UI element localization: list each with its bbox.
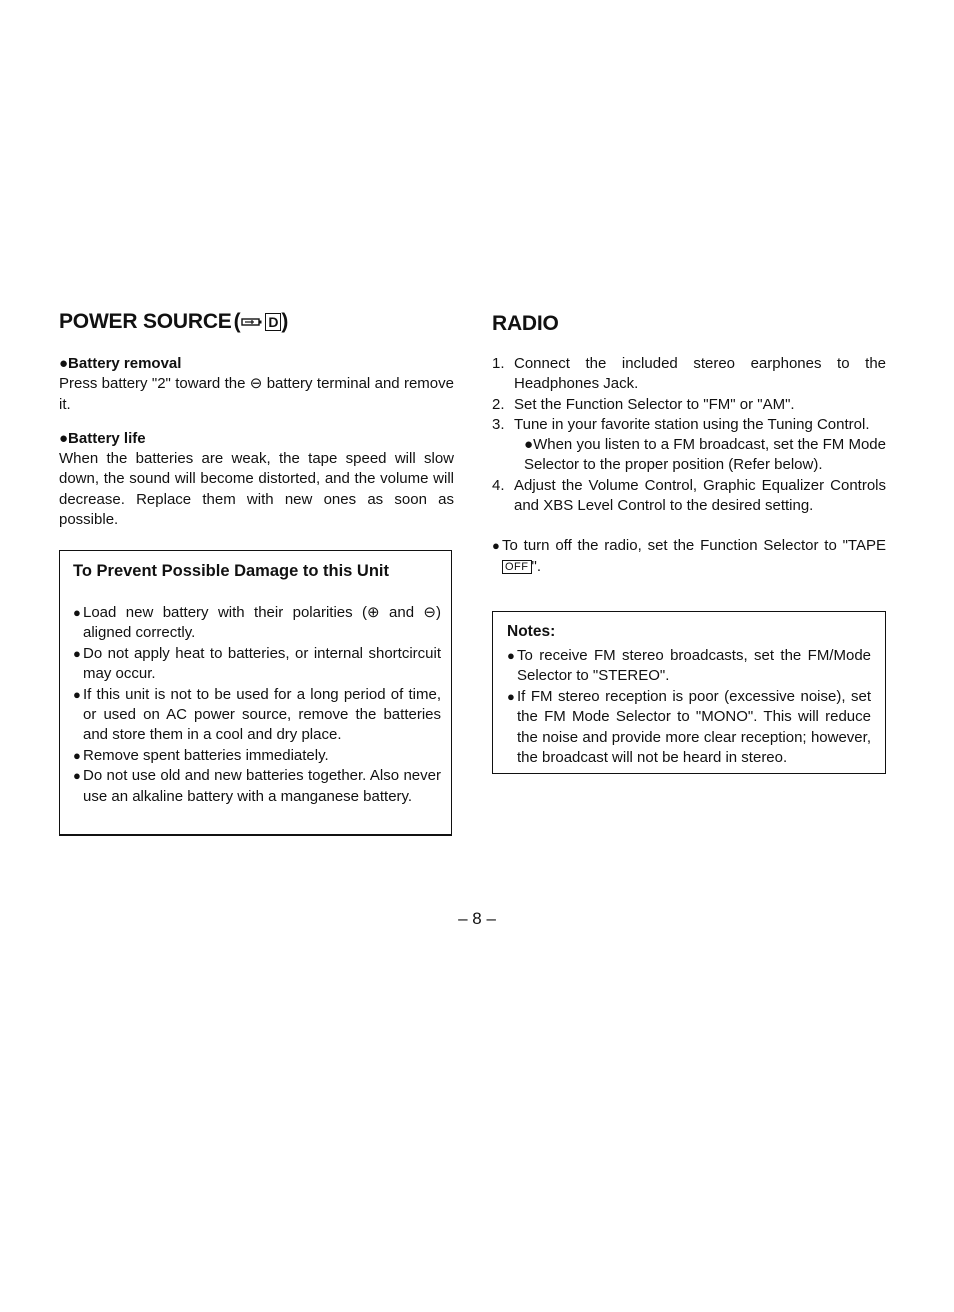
list-item-text: Do not apply heat to batteries, or internal shortcircuit may occur. — [83, 644, 441, 683]
notes-box — [492, 611, 886, 774]
power-source-title — [59, 306, 454, 338]
bullet-icon: ● — [73, 605, 81, 620]
list-item — [73, 766, 441, 807]
power-source-section — [59, 306, 454, 530]
damage-warning-title: To Prevent Possible Damage to this Unit — [73, 562, 390, 580]
radio-section — [492, 306, 886, 577]
bullet-icon: ● — [492, 538, 500, 554]
list-item — [73, 644, 441, 685]
damage-warning-box — [59, 550, 452, 836]
list-item — [73, 603, 441, 644]
step-number: 3. — [492, 415, 505, 433]
list-item — [73, 746, 441, 766]
page-number: – 8 – — [458, 909, 496, 928]
list-item-text: Load new battery with their polarities (⊕ and ⊖) aligned correctly. — [83, 604, 441, 642]
turn-off-instruction — [492, 536, 886, 577]
boxed-d-label: D — [265, 313, 281, 331]
list-item — [507, 687, 871, 769]
step-number: 4. — [492, 476, 505, 494]
list-item — [492, 354, 886, 395]
step-number: 1. — [492, 355, 505, 372]
title-open-paren: ( — [233, 310, 241, 334]
battery-removal-text: Press battery "2" toward the ⊖ battery terminal and remove it. — [59, 375, 454, 413]
bullet-icon: ● — [73, 645, 81, 661]
radio-title: RADIO — [492, 312, 559, 335]
notes-heading: Notes: — [507, 623, 556, 640]
step-text: Tune in your favorite station using the Tuning Control. — [514, 415, 870, 433]
damage-warning-list — [73, 603, 441, 807]
bullet-icon: ● — [507, 648, 515, 663]
step-text: Adjust the Volume Control, Graphic Equalizer Controls and XBS Level Control to the desired setting. — [514, 476, 886, 515]
power-source-title-suffix — [234, 306, 289, 338]
list-item-text: To receive FM stereo broadcasts, set the FM/Mode Selector to "STEREO". — [517, 647, 871, 685]
bullet-icon: ● — [507, 688, 515, 704]
list-item-text: Do not use old and new batteries together. Also never use an alkaline battery with a manganese battery. — [83, 767, 441, 805]
step-sub-bullet: ●When you listen to a FM broadcast, set the FM Mode Selector to the proper position (Refer below). — [524, 436, 886, 474]
step-number: 2. — [492, 395, 505, 413]
list-item-text: Remove spent batteries immediately. — [83, 746, 329, 764]
bullet-icon: ● — [73, 768, 81, 784]
list-item — [492, 476, 886, 517]
turn-off-text: To turn off the radio, set the Function Selector to "TAPE — [502, 537, 886, 555]
boxed-off-label: OFF — [502, 560, 532, 574]
power-source-title-text: POWER SOURCE — [59, 310, 232, 333]
step-text: Set the Function Selector to "FM" or "AM". — [514, 395, 795, 413]
radio-steps — [492, 354, 886, 516]
bullet-icon: ● — [73, 747, 81, 763]
list-item — [73, 685, 441, 746]
step-text: Connect the included stereo earphones to the Headphones Jack. — [514, 355, 886, 393]
list-item — [507, 646, 871, 687]
list-item — [492, 395, 886, 415]
notes-list — [507, 646, 871, 768]
title-close-paren: ) — [281, 310, 289, 334]
bullet-icon: ● — [73, 686, 81, 702]
battery-removal-heading: ●Battery removal — [59, 355, 182, 372]
battery-icon — [241, 316, 263, 328]
list-item — [492, 415, 886, 476]
list-item-text: If FM stereo reception is poor (excessive noise), set the FM Mode Selector to "MONO". This will reduce the noise and provide more clear reception; however, the broadcast will not be heard in stereo. — [517, 687, 871, 767]
turn-off-suffix: ". — [531, 557, 541, 575]
battery-life-heading: ●Battery life — [59, 429, 146, 447]
battery-life-text: When the batteries are weak, the tape speed will slow down, the sound will become distorted, and the volume will decrease. Replace them with new ones as soon as possible. — [59, 450, 454, 529]
list-item-text: If this unit is not to be used for a long period of time, or used on AC power source, remove the batteries and store them in a cool and dry place. — [83, 685, 441, 744]
